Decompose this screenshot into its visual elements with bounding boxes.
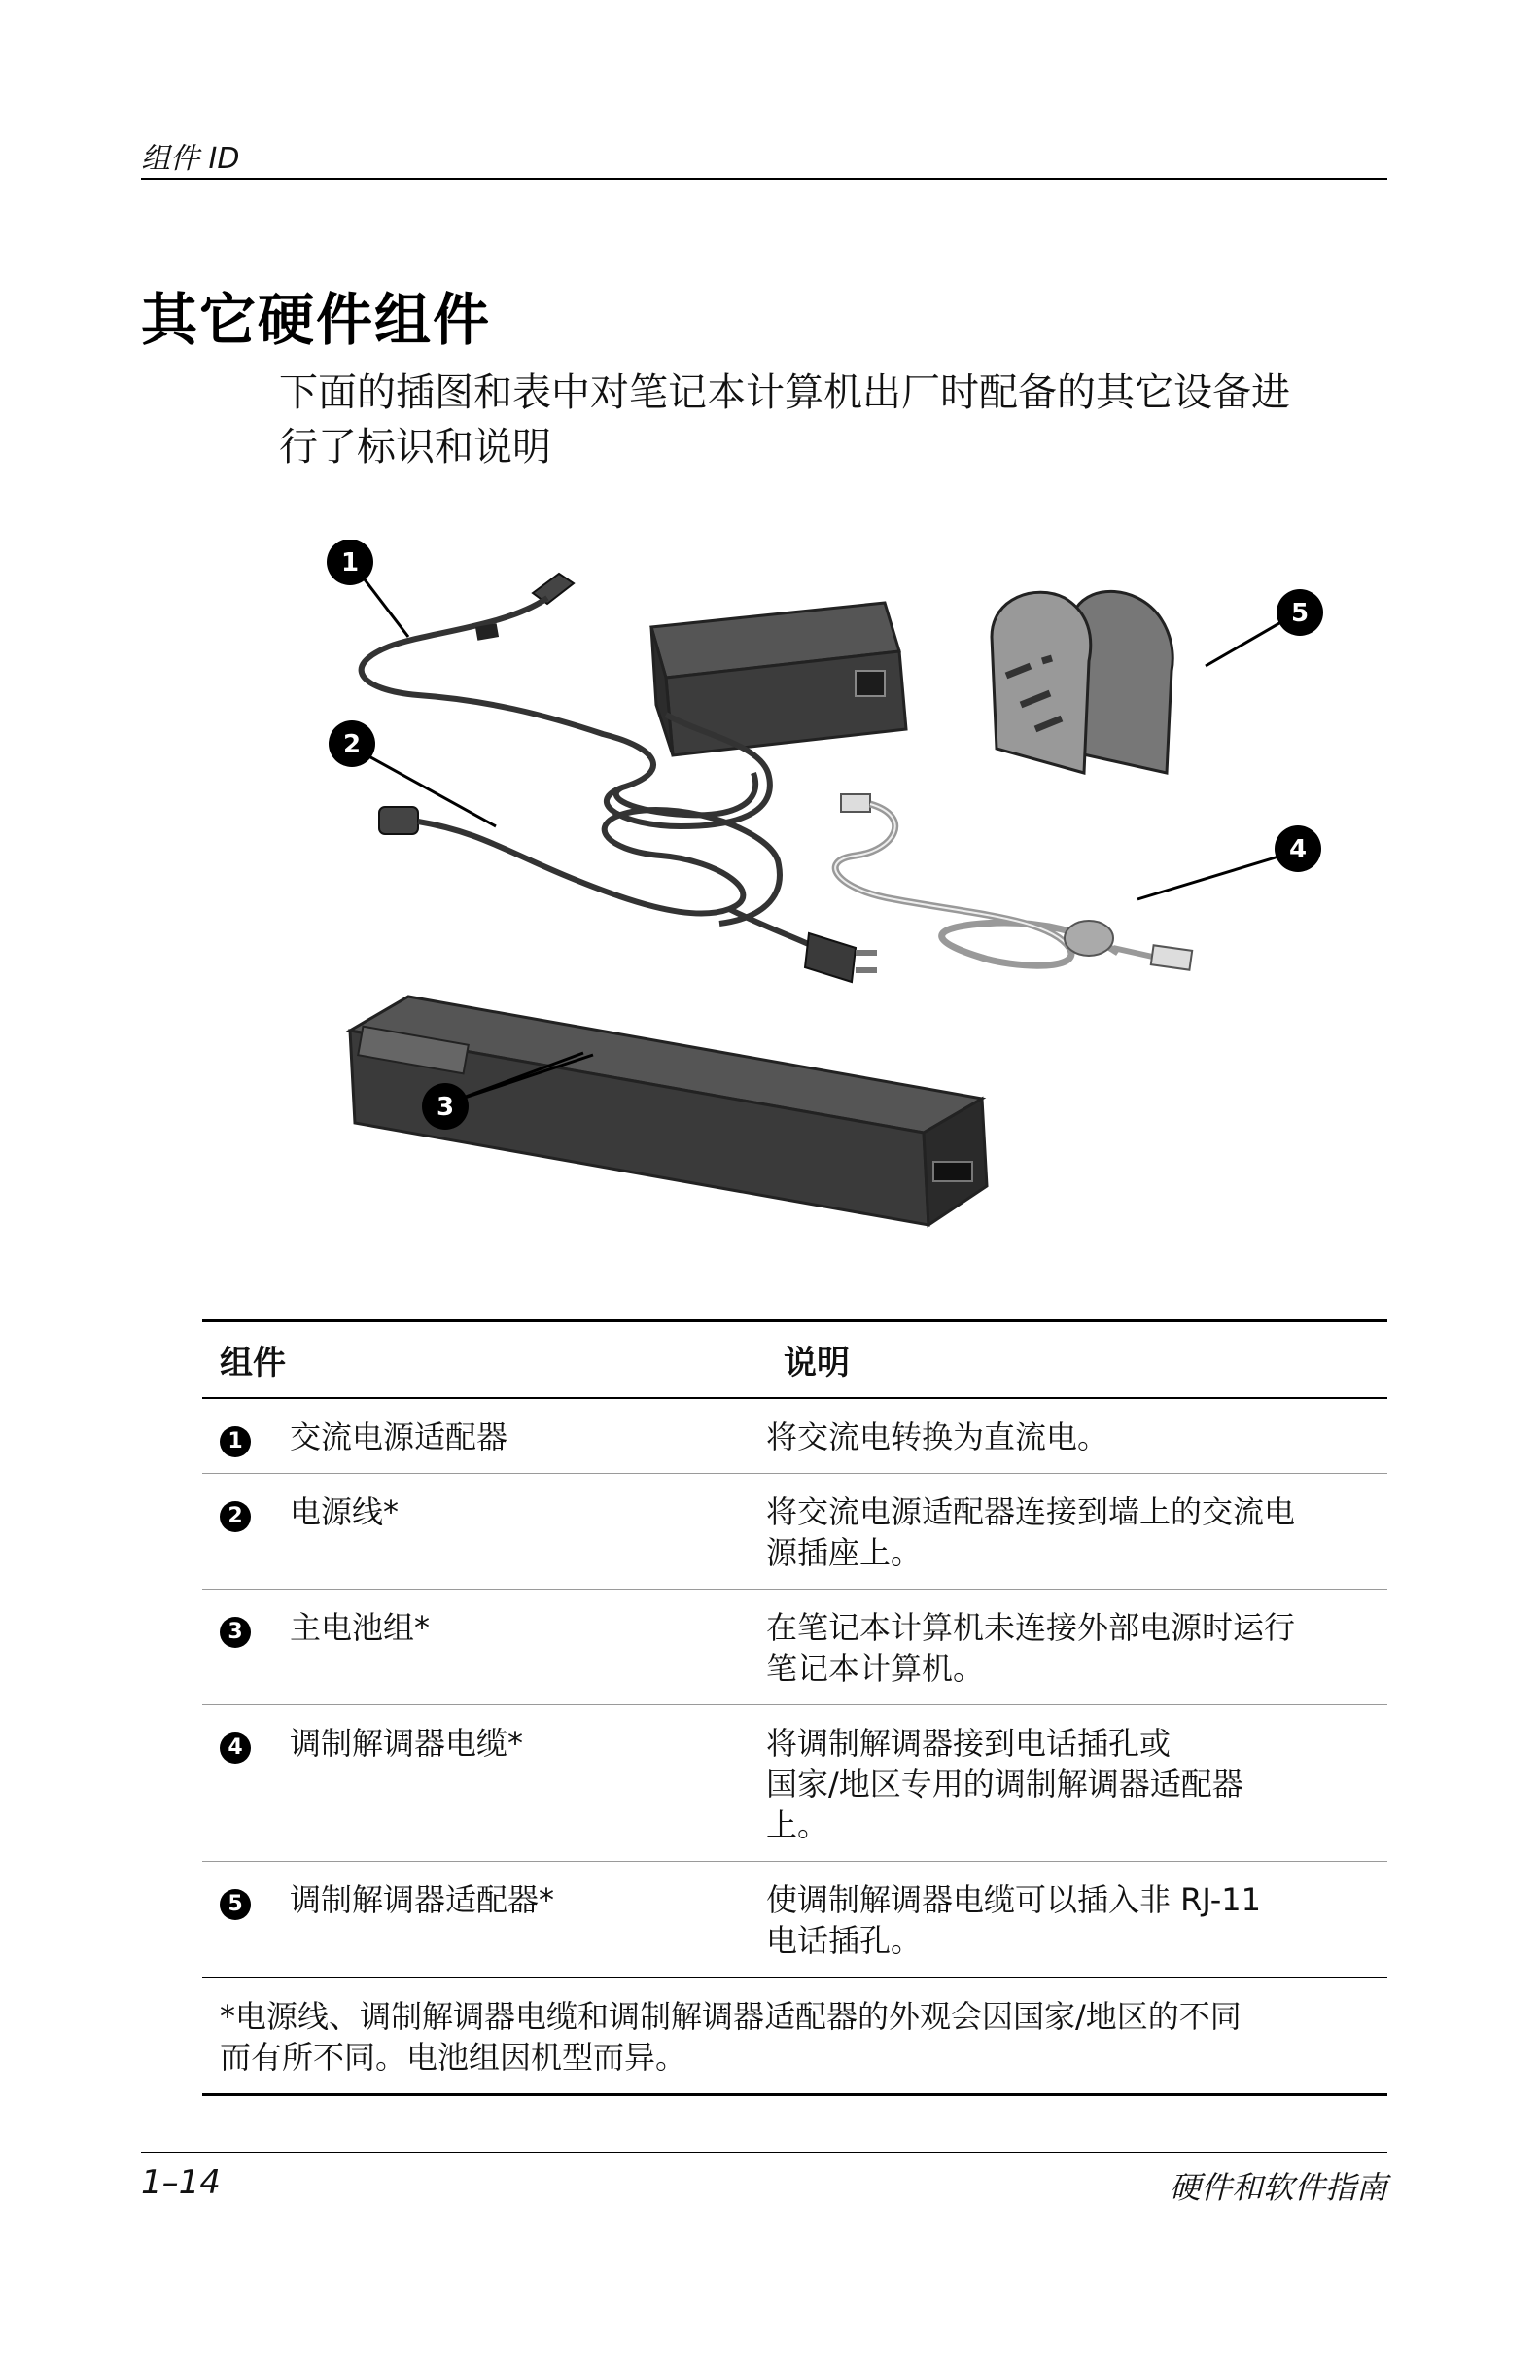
item-number-badge: 5 <box>220 1889 251 1920</box>
component-name: 调制解调器适配器* <box>290 1862 766 1978</box>
callout-4 <box>1138 825 1321 899</box>
item-number-badge: 4 <box>220 1732 251 1764</box>
component-description: 使调制解调器电缆可以插入非 RJ-11 电话插孔。 <box>766 1862 1387 1978</box>
table-row <box>202 1705 1387 1862</box>
component-column-header: 组件 <box>202 1321 766 1399</box>
table-row <box>202 1590 1387 1705</box>
item-number-badge: 1 <box>220 1426 251 1457</box>
section-title: 其它硬件组件 <box>141 287 492 353</box>
intro-paragraph <box>279 366 1387 474</box>
components-table <box>202 1319 1387 2096</box>
page-header-label: 组件 ID <box>141 142 240 176</box>
component-description: 将调制解调器接到电话插孔或 国家/地区专用的调制解调器适配器 上。 <box>766 1705 1387 1862</box>
callout-label: 1 <box>340 548 360 578</box>
table-header-row <box>202 1321 1387 1399</box>
intro-line: 下面的插图和表中对笔记本计算机出厂时配备的其它设备进 <box>279 370 1290 415</box>
component-name: 主电池组* <box>290 1590 766 1705</box>
item-number-badge: 3 <box>220 1617 251 1648</box>
callout-5 <box>1206 589 1323 666</box>
component-description: 将交流电源适配器连接到墙上的交流电 源插座上。 <box>766 1474 1387 1590</box>
hardware-illustration <box>311 540 1381 1269</box>
modem-adapter-drawing <box>992 591 1172 773</box>
description-column-header: 说明 <box>766 1321 1387 1399</box>
component-name: 交流电源适配器 <box>290 1398 766 1474</box>
item-number-badge: 2 <box>220 1501 251 1532</box>
callout-label: 4 <box>1288 835 1308 864</box>
component-name: 调制解调器电缆* <box>290 1705 766 1862</box>
guide-title: 硬件和软件指南 <box>1169 2169 1387 2206</box>
callout-label: 3 <box>436 1093 455 1122</box>
modem-cable-drawing <box>835 794 1192 970</box>
component-description: 在笔记本计算机未连接外部电源时运行 笔记本计算机。 <box>766 1590 1387 1705</box>
callout-1 <box>327 540 408 637</box>
callout-label: 5 <box>1290 599 1310 628</box>
power-cord-drawing <box>379 807 877 982</box>
table-footnote: *电源线、调制解调器电缆和调制解调器适配器的外观会因国家/地区的不同 而有所不同。电池组因机型而异。 <box>202 1978 1387 2095</box>
table-footnote-row <box>202 1978 1387 2095</box>
ac-adapter-drawing <box>362 574 906 826</box>
component-name: 电源线* <box>290 1474 766 1590</box>
header-divider <box>141 178 1387 180</box>
table-row <box>202 1398 1387 1474</box>
table-row <box>202 1862 1387 1978</box>
component-description: 将交流电转换为直流电。 <box>766 1398 1387 1474</box>
page-number: 1–14 <box>141 2163 221 2202</box>
callout-label: 2 <box>342 730 362 759</box>
footer-divider <box>141 2152 1387 2153</box>
table-row <box>202 1474 1387 1590</box>
intro-line: 行了标识和说明 <box>279 425 551 470</box>
